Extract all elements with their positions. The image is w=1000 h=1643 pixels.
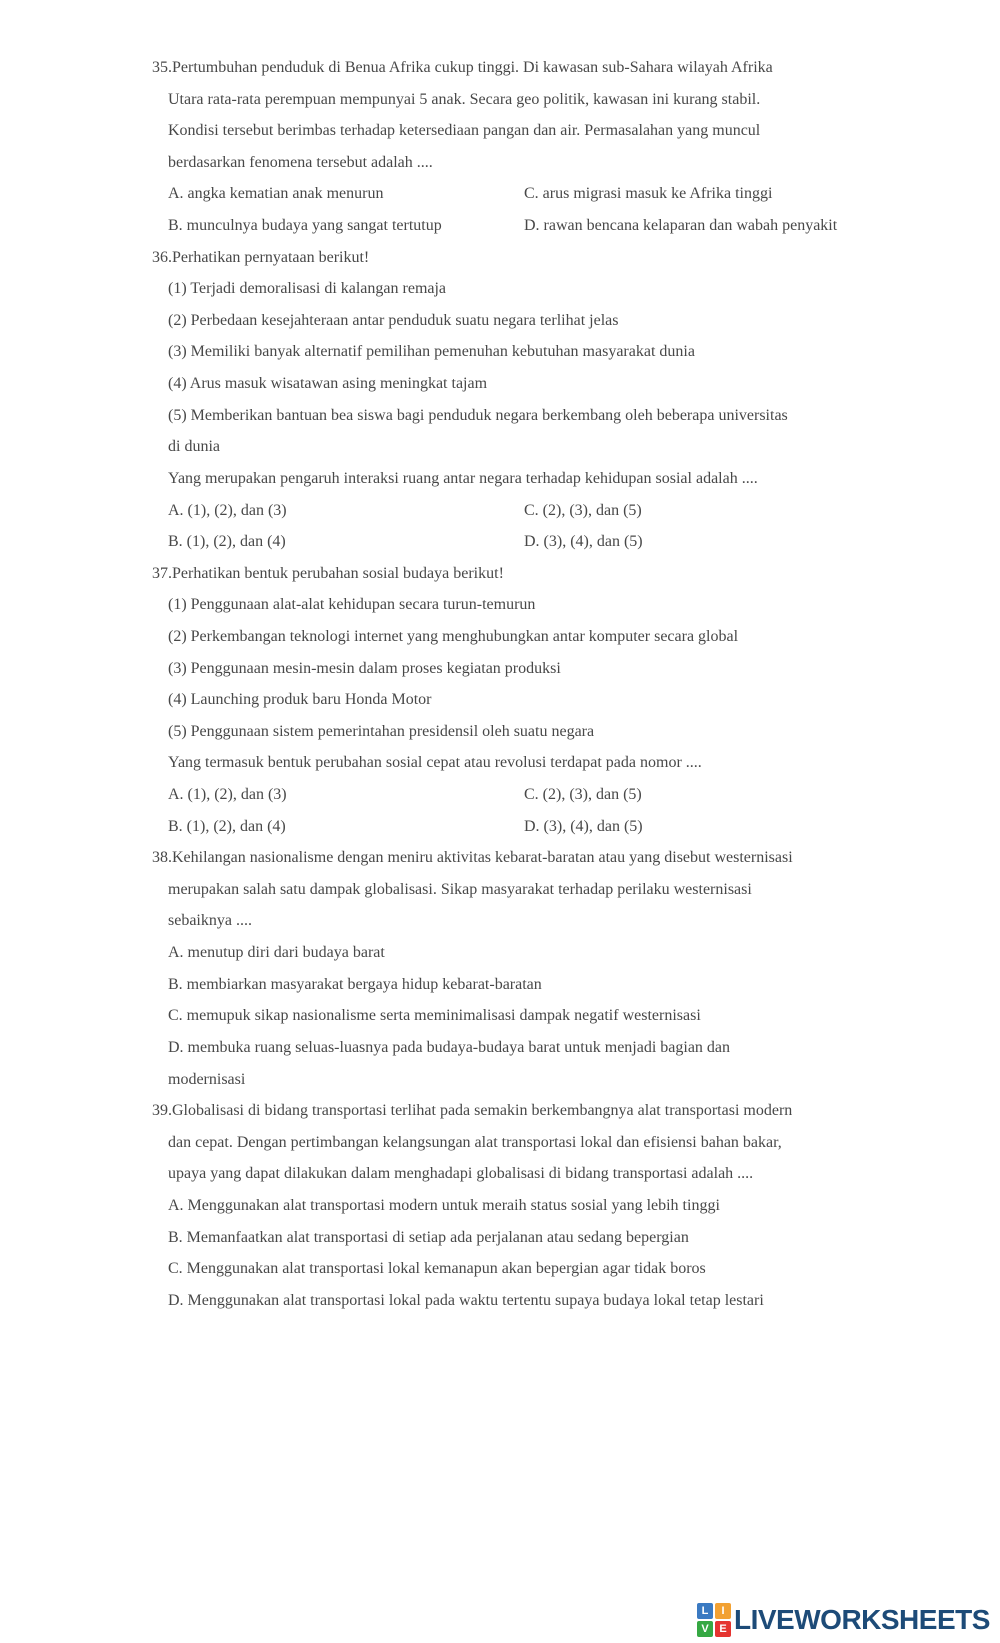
question-stem-line: 38.Kehilangan nasionalisme dengan meniru aktivitas kebarat-baratan atau yang disebut westernisasi — [152, 849, 793, 867]
statement-line: (3) Penggunaan mesin-mesin dalam proses kegiatan produksi — [168, 659, 561, 677]
question-stem-line: Kondisi tersebut berimbas terhadap ketersediaan pangan dan air. Permasalahan yang muncul — [168, 122, 761, 140]
option-d: D. (3), (4), dan (5) — [524, 817, 643, 835]
option-b: B. (1), (2), dan (4) — [168, 817, 286, 835]
logo-square-i: I — [715, 1603, 731, 1619]
statement-line: (5) Memberikan bantuan bea siswa bagi penduduk negara berkembang oleh beberapa universitas — [168, 406, 788, 424]
statement-line: (4) Launching produk baru Honda Motor — [168, 691, 432, 709]
question-stem-line: 35.Pertumbuhan penduduk di Benua Afrika cukup tinggi. Di kawasan sub-Sahara wilayah Afrika — [152, 59, 773, 76]
statement-continuation-line: di dunia — [168, 438, 220, 456]
question-stem-line: dan cepat. Dengan pertimbangan kelangsungan alat transportasi lokal dan efisiensi bahan bakar, — [168, 1133, 782, 1151]
option-b: B. munculnya budaya yang sangat tertutup — [168, 217, 442, 235]
option-a: A. menutup diri dari budaya barat — [168, 944, 385, 962]
question-35 — [0, 52, 1000, 242]
question-36 — [0, 242, 1000, 558]
option-a: A. (1), (2), dan (3) — [168, 501, 287, 519]
option-row — [0, 526, 1000, 558]
option-c: C. (2), (3), dan (5) — [524, 501, 642, 519]
liveworksheets-logo-icon — [697, 1603, 731, 1637]
question-38 — [0, 842, 1000, 1095]
statement-line: (2) Perkembangan teknologi internet yang menghubungkan antar komputer secara global — [168, 627, 739, 645]
statement-line: (4) Arus masuk wisatawan asing meningkat tajam — [168, 375, 488, 393]
option-c: C. memupuk sikap nasionalisme serta meminimalisasi dampak negatif westernisasi — [168, 1007, 701, 1025]
question-37 — [0, 558, 1000, 842]
question-39 — [0, 1095, 1000, 1316]
question-stem-line: 39.Globalisasi di bidang transportasi terlihat pada semakin berkembangnya alat transportasi modern — [152, 1102, 793, 1120]
footer — [697, 1603, 990, 1637]
option-a: A. (1), (2), dan (3) — [168, 786, 287, 804]
option-d: D. membuka ruang seluas-luasnya pada budaya-budaya barat untuk menjadi bagian dan — [168, 1038, 731, 1056]
question-stem-line: 37.Perhatikan bentuk perubahan sosial budaya berikut! — [152, 564, 504, 582]
question-stem-line: merupakan salah satu dampak globalisasi. Sikap masyarakat terhadap perilaku westernisasi — [168, 880, 752, 898]
option-d: D. Menggunakan alat transportasi lokal pada waktu tertentu supaya budaya lokal tetap lestari — [168, 1291, 764, 1309]
lead-line: Yang merupakan pengaruh interaksi ruang antar negara terhadap kehidupan sosial adalah .... — [168, 469, 758, 487]
logo-square-e: E — [715, 1621, 731, 1637]
liveworksheets-brand-text[interactable]: LIVEWORKSHEETS — [734, 1604, 990, 1635]
option-b: B. Memanfaatkan alat transportasi di setiap ada perjalanan atau sedang bepergian — [168, 1228, 689, 1246]
option-continuation-line: modernisasi — [168, 1070, 246, 1088]
option-c: C. arus migrasi masuk ke Afrika tinggi — [524, 185, 773, 203]
option-row — [0, 178, 1000, 210]
statement-line: (3) Memiliki banyak alternatif pemilihan pemenuhan kebutuhan masyarakat dunia — [168, 343, 695, 361]
question-stem-line: upaya yang dapat dilakukan dalam menghadapi globalisasi di bidang transportasi adalah .... — [168, 1165, 754, 1183]
logo-square-v: V — [697, 1621, 713, 1637]
option-row — [0, 495, 1000, 527]
question-stem-line: Utara rata-rata perempuan mempunyai 5 anak. Secara geo politik, kawasan ini kurang stabil. — [168, 90, 761, 108]
question-stem-line: berdasarkan fenomena tersebut adalah .... — [168, 153, 433, 171]
option-c: C. Menggunakan alat transportasi lokal kemanapun akan bepergian agar tidak boros — [168, 1260, 706, 1278]
option-b: B. membiarkan masyarakat bergaya hidup kebarat-baratan — [168, 975, 542, 993]
option-b: B. (1), (2), dan (4) — [168, 533, 286, 551]
option-c: C. (2), (3), dan (5) — [524, 786, 642, 804]
option-d: D. (3), (4), dan (5) — [524, 533, 643, 551]
statement-line: (1) Terjadi demoralisasi di kalangan remaja — [168, 280, 447, 298]
logo-square-l: L — [697, 1603, 713, 1619]
option-a: A. angka kematian anak menurun — [168, 185, 384, 203]
option-row — [0, 210, 1000, 242]
statement-line: (2) Perbedaan kesejahteraan antar penduduk suatu negara terlihat jelas — [168, 311, 619, 329]
lead-line: Yang termasuk bentuk perubahan sosial cepat atau revolusi terdapat pada nomor .... — [168, 754, 702, 772]
statement-line: (1) Penggunaan alat-alat kehidupan secara turun-temurun — [168, 596, 536, 614]
option-row — [0, 811, 1000, 843]
option-d: D. rawan bencana kelaparan dan wabah penyakit — [524, 217, 838, 235]
option-row — [0, 779, 1000, 811]
statement-line: (5) Penggunaan sistem pemerintahan presidensil oleh suatu negara — [168, 722, 595, 740]
question-stem-line: sebaiknya .... — [168, 912, 252, 930]
question-stem-line: 36.Perhatikan pernyataan berikut! — [152, 248, 370, 266]
option-a: A. Menggunakan alat transportasi modern untuk meraih status sosial yang lebih tinggi — [168, 1196, 720, 1214]
